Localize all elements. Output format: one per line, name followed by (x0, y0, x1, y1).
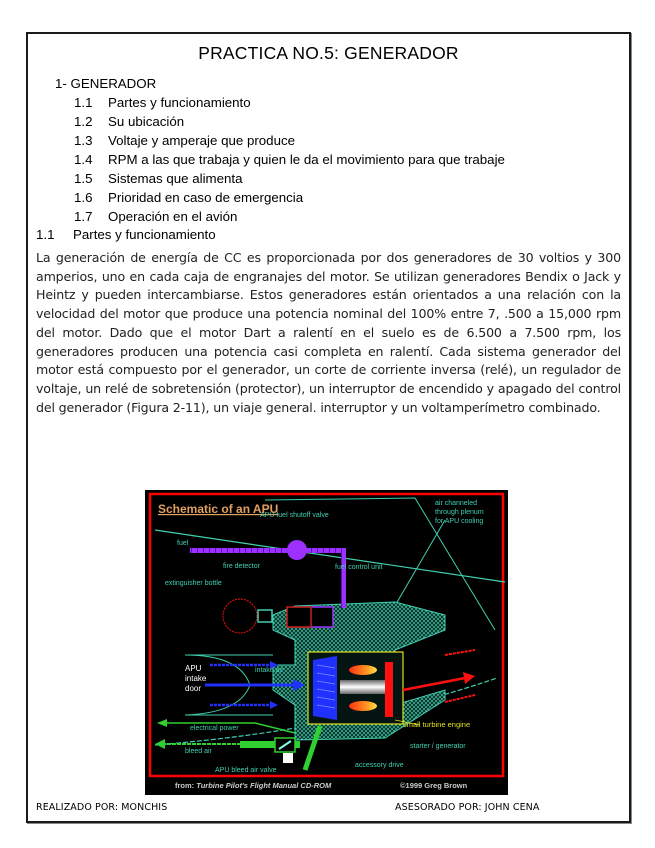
caption-source: Turbine Pilot's Flight Manual CD-ROM (196, 781, 332, 790)
outline-item (55, 207, 505, 226)
footer-author: REALIZADO POR: MONCHIS (36, 802, 168, 813)
section-number: 1.1 (36, 227, 55, 242)
apu-schematic-diagram (145, 490, 508, 795)
label-fuel: fuel (177, 540, 189, 547)
figure-title: Schematic of an APU (158, 502, 279, 516)
outline-item-label: Voltaje y amperaje que produce (108, 133, 296, 148)
label-air-channeled: air channeled (435, 500, 478, 507)
label-fuel-control: fuel control unit (335, 564, 383, 571)
label-accessory-drive: accessory drive (355, 762, 404, 769)
document-page (26, 32, 631, 823)
outline-item (55, 150, 505, 169)
outline-item (55, 169, 505, 188)
outline-item-label: Prioridad en caso de emergencia (108, 190, 304, 205)
label-fire-detector: fire detector (223, 563, 260, 570)
outline-item (55, 93, 505, 112)
label-apu-intake: intake (185, 674, 207, 683)
section-label: Partes y funcionamiento (73, 227, 216, 242)
body-paragraph: La generación de energía de CC es proporcionada por dos generadores de 30 voltios y 300 amperios, uno en cada caja de engranajes del motor. Se utilizan generadores Bendix o Jack y Heintz y pueden intercambiarse. Estos generadores están orientados a una relación con la velocidad del motor que produce una potencia nominal del 100% entre 7, .500 a 15,000 rpm del motor. Dado que el motor Dart a ralentí en el suelo es de 6.500 a 7.500 rpm, los generadores producen una potencia casi completa en ralentí. Cada sistema generador del motor está compuesto por el generador, un corte de corriente inversa (relé), un regulador de voltaje, un relé de sobretensión (protector), un interruptor de encendido y apagado del control del generador (Figura 2-11), un viaje general. interruptor y un voltamperímetro combinado. (36, 250, 621, 415)
svg-text:from: Turbine Pilot's Flight M (175, 781, 332, 790)
label-air-channeled: for APU cooling (435, 518, 484, 525)
outline-item (55, 188, 505, 207)
outline-item-number: 1.6 (74, 190, 93, 205)
label-extinguisher: extinguisher bottle (165, 580, 222, 587)
label-bleed-valve: APU bleed air valve (215, 767, 277, 774)
outline-item-label: Sistemas que alimenta (108, 171, 243, 186)
caption-source-prefix: from: (175, 781, 197, 790)
outline-item-number: 1.7 (74, 209, 93, 224)
outline-item-label: RPM a las que trabaja y quien le da el movimiento para que trabaje (108, 152, 505, 167)
topic-outline (55, 74, 505, 226)
outline-item-number: 1.4 (74, 152, 93, 167)
label-small-turbine: small turbine engine (403, 720, 471, 729)
apu-schematic-figure (145, 490, 508, 795)
outline-item-label: Operación en el avión (108, 209, 238, 224)
page-title: PRACTICA NO.5: GENERADOR (198, 43, 459, 63)
outline-item-number: 1.3 (74, 133, 93, 148)
outline-item-label: Partes y funcionamiento (108, 95, 251, 110)
label-apu-intake: door (185, 684, 202, 693)
outline-item (55, 112, 505, 131)
outline-item-label: Su ubicación (108, 114, 185, 129)
outline-item-number: 1.1 (74, 95, 93, 110)
label-starter-generator: starter / generator (410, 743, 466, 750)
label-apu-intake: APU (185, 664, 202, 673)
outline-item-number: 1.2 (74, 114, 93, 129)
label-electrical-power: electrical power (190, 725, 239, 732)
label-fuel-shutoff: APU fuel shutoff valve (260, 512, 329, 519)
caption-copyright: ©1999 Greg Brown (400, 781, 468, 790)
outline-item (55, 131, 505, 150)
section-heading (36, 227, 216, 242)
label-intake-air: intake air (255, 667, 284, 674)
label-bleed-air: bleed air (185, 748, 212, 755)
outline-item-number: 1.5 (74, 171, 93, 186)
outline-heading: 1- GENERADOR (55, 76, 157, 91)
footer-advisor: ASESORADO POR: JOHN CENA (395, 802, 540, 813)
label-air-channeled: through plenum (435, 509, 484, 516)
